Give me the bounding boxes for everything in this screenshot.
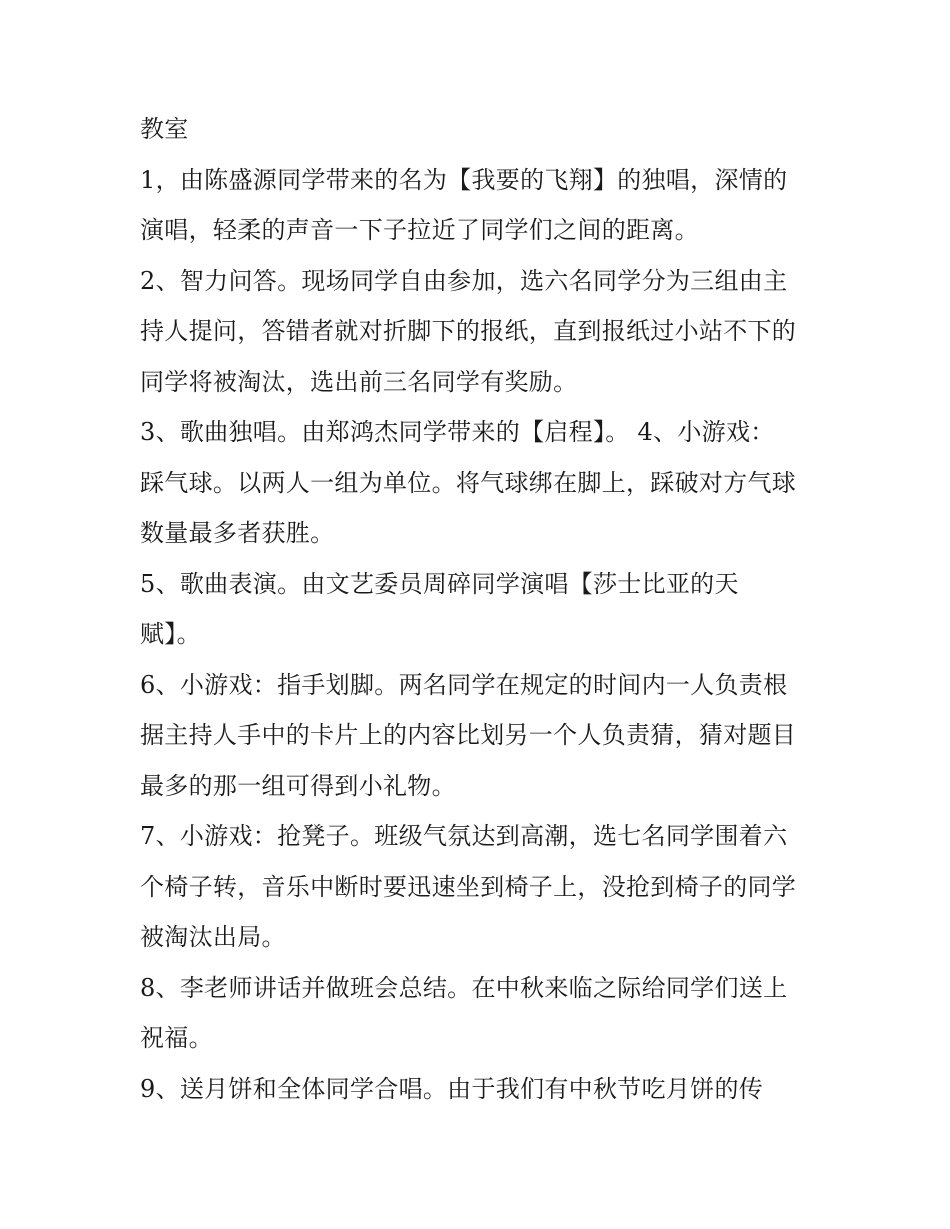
text-line: 持人提问，答错者就对折脚下的报纸，直到报纸过小站不下的: [140, 317, 797, 345]
text-line: 个椅子转，音乐中断时要迅速坐到椅子上，没抢到椅子的同学: [140, 872, 797, 901]
text-line: 同学将被淘汰，选出前三名同学有奖励。: [140, 367, 578, 396]
document-body: [140, 104, 820, 1114]
text-line: 3、歌曲独唱。由郑鸿杰同学带来的【启程】。 4、小游戏：: [140, 418, 775, 446]
text-line: 数量最多者获胜。: [140, 519, 335, 547]
text-line: 被淘汰出局。: [140, 923, 286, 951]
text-line: 祝福。: [140, 1024, 213, 1052]
text-line: 教室: [140, 115, 189, 143]
text-line: 1，由陈盛源同学带来的名为【我要的飞翔】的独唱，深情的: [140, 165, 788, 194]
text-line: 赋】。: [140, 620, 201, 648]
text-line: 9、送月饼和全体同学合唱。由于我们有中秋节吃月饼的传: [140, 1074, 764, 1103]
text-line: 6、小游戏：指手划脚。两名同学在规定的时间内一人负责根: [140, 670, 788, 699]
text-line: 演唱，轻柔的声音一下子拉近了同学们之间的距离。: [140, 216, 699, 244]
text-line: 最多的那一组可得到小礼物。: [140, 771, 456, 800]
text-line: 据主持人手中的卡片上的内容比划另一个人负责猜，猜对题目: [140, 721, 797, 749]
text-line: 7、小游戏：抢凳子。班级气氛达到高潮，选七名同学围着六: [140, 822, 788, 850]
text-line: 5、歌曲表演。由文艺委员周碎同学演唱【莎士比亚的天: [140, 569, 739, 598]
text-line: 2、智力问答。现场同学自由参加，选六名同学分为三组由主: [140, 266, 788, 295]
text-line: 8、李老师讲话并做班会总结。在中秋来临之际给同学们送上: [140, 973, 788, 1002]
text-line: 踩气球。以两人一组为单位。将气球绑在脚上，踩破对方气球: [140, 468, 797, 497]
